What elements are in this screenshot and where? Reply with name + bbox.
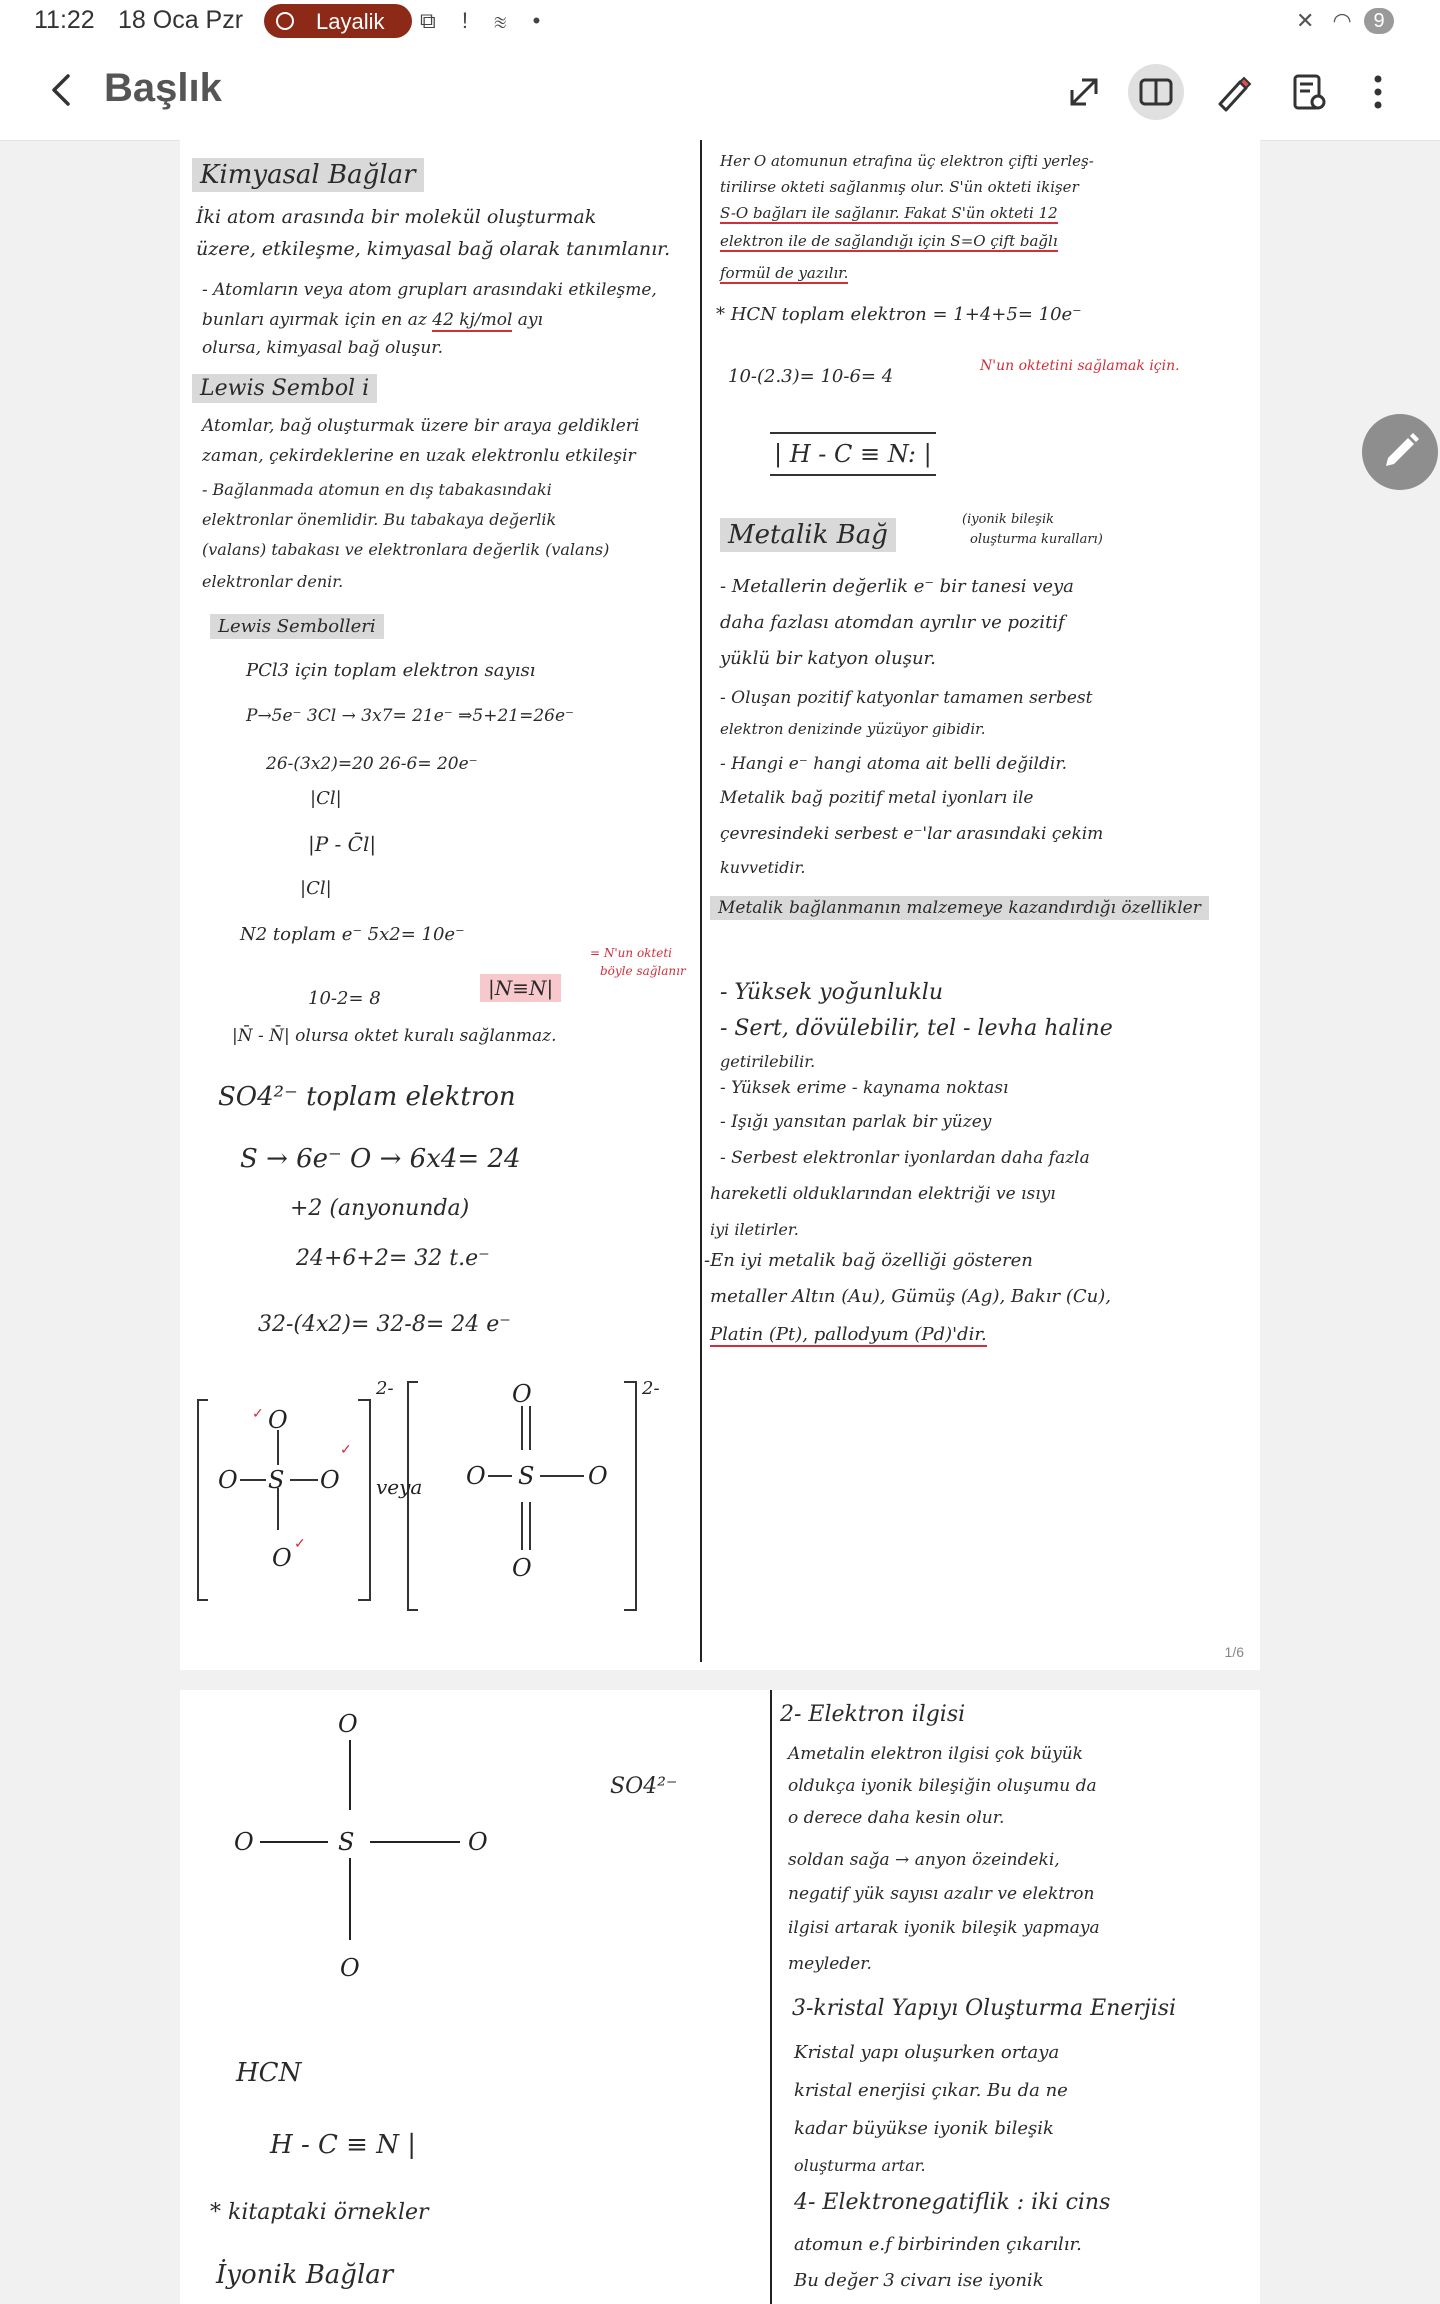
svg-text:O: O (512, 1380, 532, 1408)
svg-text:✓: ✓ (340, 1441, 352, 1457)
note-line: olursa, kimyasal bağ oluşur. (202, 338, 443, 358)
svg-text:✓: ✓ (252, 1405, 264, 1421)
svg-text:S: S (338, 1828, 355, 1856)
note-line: soldan sağa → anyon özeindeki, (788, 1850, 1060, 1870)
note-line: - Yüksek yoğunluklu (720, 980, 944, 1005)
column-divider (700, 140, 702, 1662)
note-line: |N̄ - N̄| olursa oktet kuralı sağlanmaz. (232, 1026, 557, 1046)
note-line: PCl3 için toplam elektron sayısı (246, 660, 536, 681)
note-red: N'un oktetini sağlamak için. (980, 358, 1180, 374)
note-line: hareketli olduklarından elektriği ve ısıyı (710, 1184, 1056, 1204)
more-menu-button[interactable] (1350, 64, 1406, 120)
note-red: = N'un okteti (590, 946, 673, 960)
note-line: Platin (Pt), pallodyum (Pd)'dir. (710, 1324, 987, 1345)
column-divider (770, 1690, 772, 2304)
svg-text:O: O (272, 1544, 292, 1572)
note-line: oldukça iyonik bileşiğin oluşumu da (788, 1776, 1097, 1796)
note-red: böyle sağlanır (600, 964, 686, 978)
note-line: İki atom arasında bir molekül oluşturmak (196, 206, 597, 228)
note-line: negatif yük sayısı azalır ve elektron (788, 1884, 1095, 1904)
app-header (0, 44, 1440, 141)
svg-text:O: O (320, 1466, 340, 1494)
lewis-structure-line: |Cl| (310, 788, 342, 809)
note-line: HCN (236, 2058, 302, 2088)
note-line: - Yüksek erime - kaynama noktası (720, 1078, 1009, 1098)
note-line: Kristal yapı oluşurken ortaya (794, 2042, 1060, 2063)
lewis-structure-line: |Cl| (300, 878, 332, 899)
heading-lewis-sembol: Lewis Sembol i (192, 376, 377, 401)
note-line: elektron denizinde yüzüyor gibidir. (720, 720, 986, 738)
note-line: +2 (anyonunda) (290, 1196, 470, 1221)
note-line: - Serbest elektronlar iyonlardan daha fazla (720, 1148, 1090, 1168)
note-line: Metalik bağ pozitif metal iyonları ile (720, 788, 1034, 808)
page-settings-button[interactable] (1280, 64, 1336, 120)
svg-text:O: O (340, 1954, 360, 1982)
veya-label: veya (376, 1475, 423, 1499)
chevron-left-icon (40, 64, 84, 116)
note-line: 3-kristal Yapıyı Oluşturma Enerjisi (792, 1996, 1177, 2021)
note-line: atomun e.f birbirinden çıkarılır. (794, 2234, 1082, 2255)
note-line: S-O bağları ile sağlanır. Fakat S'ün okteti 12 (720, 204, 1058, 222)
note-line: 10-(2.3)= 10-6= 4 (728, 366, 894, 387)
note-line: getirilebilir. (720, 1052, 816, 1071)
svg-text:O: O (466, 1462, 486, 1490)
book-icon (1128, 64, 1184, 120)
note-line: ilgisi artarak iyonik bileşik yapmaya (788, 1918, 1100, 1938)
note-line: üzere, etkileşme, kimyasal bağ olarak tanımlanır. (196, 238, 671, 260)
more-vertical-icon (1350, 64, 1406, 120)
note-line: 24+6+2= 32 t.e⁻ (296, 1246, 490, 1271)
svg-text:O: O (338, 1710, 358, 1738)
note-line: zaman, çekirdeklerine en uzak elektronlu etkileşir (202, 446, 636, 466)
note-line: SO4²⁻ toplam elektron (218, 1082, 516, 1112)
page-number: 1/6 (1224, 1644, 1244, 1660)
note-line: elektron ile de sağlandığı için S=O çift bağlı (720, 232, 1058, 250)
edit-fab-button[interactable] (1362, 414, 1438, 490)
lewis-structure-line: |P - C̄l| (308, 832, 377, 856)
note-fragment-red: 42 kj/mol (432, 310, 513, 330)
pencil-icon (1362, 414, 1438, 490)
note-line: 2- Elektron ilgisi (780, 1702, 966, 1727)
note-line: elektronlar önemlidir. Bu tabakaya değerlik (202, 510, 557, 529)
note-line: kadar büyükse iyonik bileşik (794, 2118, 1054, 2139)
svg-text:O: O (268, 1406, 288, 1434)
svg-text:O: O (512, 1554, 532, 1582)
note-line: çevresindeki serbest e⁻'lar arasındaki çekim (720, 824, 1104, 844)
record-icon (276, 12, 294, 30)
heading-metalik-ozellikler: Metalik bağlanmanın malzemeye kazandırdığı özellikler (710, 898, 1209, 918)
app-pill[interactable] (264, 4, 412, 38)
book-view-button[interactable] (1128, 64, 1184, 120)
note-line: * kitaptaki örnekler (210, 2200, 429, 2225)
note-line: N2 toplam e⁻ 5x2= 10e⁻ (240, 924, 465, 945)
note-line: meyleder. (788, 1954, 872, 1974)
note-line: Atomlar, bağ oluşturmak üzere bir araya geldikleri (202, 416, 640, 436)
note-line: * HCN toplam elektron = 1+4+5= 10e⁻ (716, 304, 1082, 325)
charge-label: 2- (642, 1378, 660, 1399)
battery-badge: 9 (1364, 8, 1394, 34)
pen-icon (1204, 64, 1260, 120)
note-line: - Hangi e⁻ hangi atoma ait belli değildir. (720, 754, 1067, 774)
note-line: - Bağlanmada atomun en dış tabakasındaki (202, 480, 552, 499)
note-line: - Metallerin değerlik e⁻ bir tanesi veya (720, 576, 1074, 597)
note-line: tirilirse okteti sağlanmış olur. S'ün okteti ikişer (720, 178, 1079, 196)
heading-lewis-sembolleri: Lewis Sembolleri (210, 616, 384, 637)
heading-kimyasal-baglar: Kimyasal Bağlar (192, 160, 424, 190)
heading-metalik-bag: Metalik Bağ (720, 520, 896, 550)
note-line (202, 310, 543, 330)
note-line: formül de yazılır. (720, 264, 849, 282)
charge-label: 2- (376, 1378, 394, 1399)
svg-text:S: S (518, 1462, 535, 1490)
status-time: 11:22 (34, 6, 95, 34)
note-line: - Atomların veya atom grupları arasındaki etkileşme, (202, 280, 657, 300)
note-fragment: bunları ayırmak için en az (202, 310, 427, 330)
page-settings-icon (1280, 64, 1336, 120)
heading-iyonik-baglar: İyonik Bağlar (216, 2260, 394, 2290)
note-line: 4- Elektronegatiflik : iki cins (794, 2190, 1111, 2215)
expand-icon (1056, 64, 1112, 120)
svg-text:✓: ✓ (294, 1535, 306, 1551)
note-line: (valans) tabakası ve elektronlara değerlik (valans) (202, 540, 610, 559)
note-line: P→5e⁻ 3Cl → 3x7= 21e⁻ ⇒5+21=26e⁻ (246, 706, 575, 726)
note-line: 32-(4x2)= 32-8= 24 e⁻ (258, 1312, 511, 1337)
note-line: Her O atomunun etrafına üç elektron çifti yerleş- (720, 152, 1094, 170)
note-small: (iyonik bileşik (962, 512, 1054, 527)
status-bar (0, 0, 1440, 44)
note-page-2[interactable] (180, 1690, 1260, 2304)
note-line: - Işığı yansıtan parlak bir yüzey (720, 1112, 992, 1132)
svg-text:O: O (218, 1466, 238, 1494)
svg-text:O: O (588, 1462, 608, 1490)
note-line: - Oluşan pozitif katyonlar tamamen serbest (720, 688, 1093, 708)
svg-text:O: O (468, 1828, 488, 1856)
note-line: kuvvetidir. (720, 858, 806, 877)
note-line: daha fazlası atomdan ayrılır ve pozitif (720, 612, 1065, 633)
note-page-1[interactable] (180, 140, 1260, 1670)
note-line: S → 6e⁻ O → 6x4= 24 (240, 1144, 521, 1174)
note-line: oluşturma artar. (794, 2156, 926, 2175)
note-line: Ametalin elektron ilgisi çok büyük (788, 1744, 1083, 1764)
notification-icons: ⧉ ! ≋ • (420, 8, 551, 33)
app-pill-label: Layalik (316, 9, 385, 34)
hcn-structure: H - C ≡ N | (270, 2130, 416, 2160)
note-line: -En iyi metalik bağ özelliği gösteren (704, 1250, 1033, 1271)
so4-lewis-structure-2 (190, 1700, 590, 2000)
note-line: elektronlar denir. (202, 572, 344, 591)
note-line: 26-(3x2)=20 26-6= 20e⁻ (266, 754, 478, 774)
svg-text:S: S (268, 1466, 285, 1494)
note-line: o derece daha kesin olur. (788, 1808, 1005, 1828)
note-line: yüklü bir katyon oluşur. (720, 648, 936, 669)
note-fragment: ayı (517, 310, 543, 330)
back-button[interactable] (40, 64, 84, 116)
hcn-structure: | H - C ≡ N: | (770, 432, 936, 476)
note-line: kristal enerjisi çıkar. Bu da ne (794, 2080, 1068, 2101)
note-line: metaller Altın (Au), Gümüş (Ag), Bakır (Cu), (710, 1286, 1112, 1307)
wifi-mute-icons: ✕ ◠ (1296, 8, 1358, 33)
note-line: Bu değer 3 civarı ise iyonik (794, 2270, 1044, 2291)
svg-text:O: O (234, 1828, 254, 1856)
so4-lewis-structures (190, 1370, 690, 1630)
note-small: oluşturma kuralları) (970, 532, 1103, 547)
page-title: Başlık (104, 66, 222, 110)
note-line: SO4²⁻ (610, 1774, 678, 1799)
status-date: 18 Oca Pzr (118, 6, 244, 34)
note-line: 10-2= 8 (308, 988, 381, 1009)
n2-structure: |N≡N| (480, 976, 561, 1000)
note-line: iyi iletirler. (710, 1220, 799, 1239)
pen-tool-button[interactable] (1204, 64, 1260, 120)
note-line: - Sert, dövülebilir, tel - levha haline (720, 1016, 1113, 1041)
expand-button[interactable] (1056, 64, 1112, 120)
